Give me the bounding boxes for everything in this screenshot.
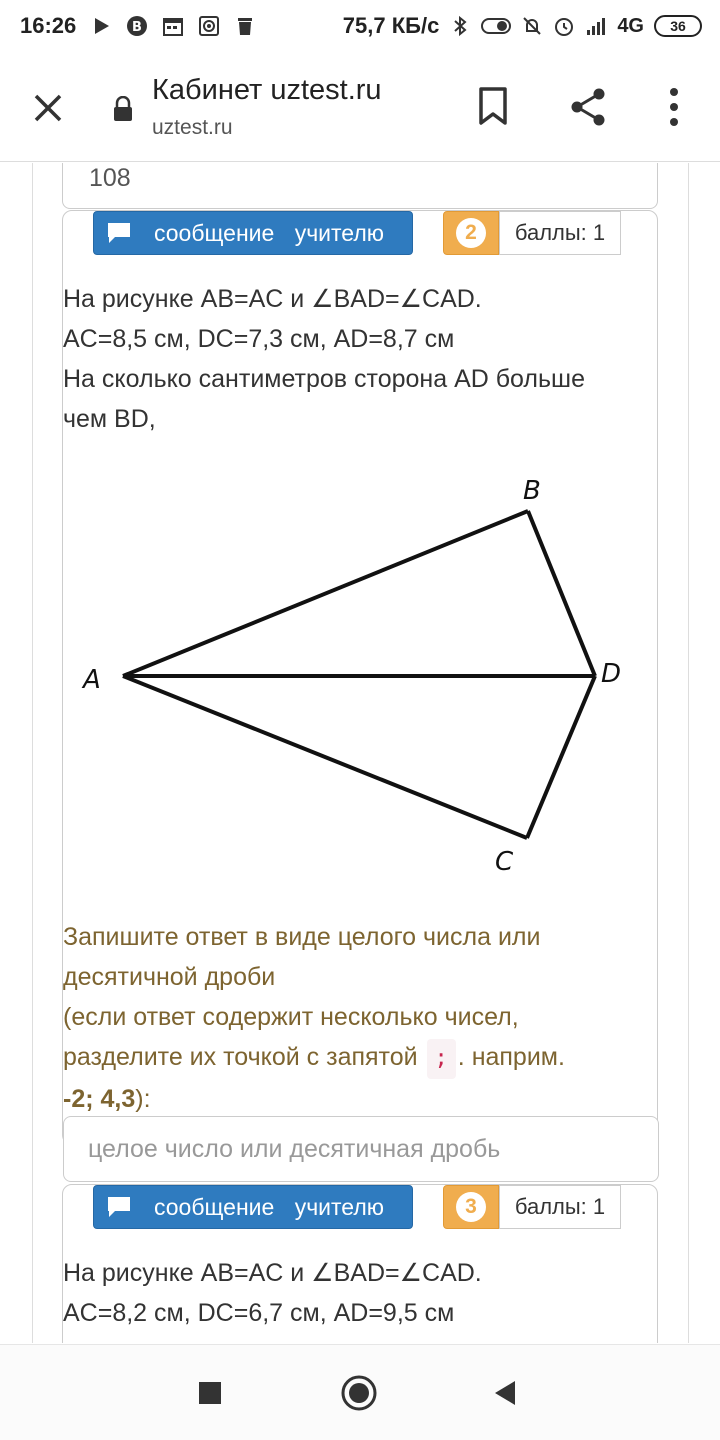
question-number-badge: [443, 211, 499, 255]
vertex-label-b: B: [523, 476, 541, 506]
question-text: [63, 279, 663, 439]
points-label: баллы: 1: [499, 211, 621, 255]
svg-text:В: В: [132, 20, 143, 35]
message-teacher-button[interactable]: [93, 1185, 413, 1229]
vertex-label-d: D: [601, 659, 622, 689]
lock-icon: [112, 96, 134, 122]
calendar-icon: [162, 15, 184, 37]
instruction-line: (если ответ содержит несколько чисел,: [63, 1003, 519, 1031]
frame-border-right: [688, 163, 689, 1343]
page-title: Кабинет uztest.ru: [152, 74, 382, 106]
vk-icon: [126, 15, 148, 37]
frame-border-left: [32, 163, 33, 1343]
page-url[interactable]: uztest.ru: [152, 116, 233, 139]
chat-icon: [106, 221, 132, 245]
question-card: [62, 1184, 658, 1343]
system-navigation-bar: [0, 1344, 720, 1440]
instruction-example: -2; 4,3: [63, 1085, 136, 1113]
previous-answer-input[interactable]: [62, 163, 658, 209]
mute-bell-icon: [521, 15, 543, 37]
status-speed: 75,7 КБ/с: [342, 13, 440, 38]
instruction-line: десятичной дроби: [63, 963, 276, 991]
question-number: 2: [456, 218, 486, 248]
segment-bd: [528, 511, 595, 676]
status-time: 16:26: [20, 13, 77, 38]
instruction-text: . наприм.: [457, 1043, 565, 1071]
instruction-line: [63, 1037, 659, 1079]
geometry-figure: [73, 466, 633, 886]
play-icon: [90, 15, 112, 37]
previous-answer-value: 108: [89, 164, 131, 192]
answer-input[interactable]: [63, 1116, 659, 1182]
segment-ab: [123, 511, 528, 676]
question-line: На рисунке AB=AC и ∠BAD=∠CAD.: [63, 285, 482, 313]
trash-icon: [234, 15, 256, 37]
circle-icon[interactable]: [339, 1373, 379, 1413]
more-vert-icon[interactable]: [664, 86, 684, 128]
network-type: 4G: [617, 14, 644, 37]
toggle-icon: [481, 15, 511, 37]
question-line: AC=8,2 см, DC=6,7 см, AD=9,5 см: [63, 1299, 455, 1327]
chat-icon: [106, 1195, 132, 1219]
share-icon[interactable]: [568, 86, 608, 128]
vertex-label-c: C: [495, 847, 514, 877]
bookmark-icon[interactable]: [476, 86, 510, 126]
battery-level: 36: [654, 15, 702, 37]
segment-dc: [527, 676, 595, 838]
question-line: чем BD,: [63, 405, 156, 433]
separator-code: ;: [427, 1039, 456, 1079]
instruction-text: разделите их точкой с запятой: [63, 1043, 418, 1071]
instruction-text: ):: [135, 1085, 151, 1113]
question-line: AC=8,5 см, DC=7,3 см, AD=8,7 см: [63, 325, 455, 353]
page-content: [0, 163, 720, 1343]
question-text: [63, 1253, 663, 1333]
bluetooth-icon: [449, 15, 471, 37]
question-line: На сколько сантиметров сторона AD больше: [63, 365, 585, 393]
status-bar: [0, 0, 720, 52]
segment-ac: [123, 676, 527, 838]
question-number-badge: [443, 1185, 499, 1229]
question-card: [62, 210, 658, 1145]
message-teacher-button[interactable]: [93, 211, 413, 255]
instruction-line: Запишите ответ в виде целого числа или: [63, 923, 541, 951]
question-line: На рисунке AB=AC и ∠BAD=∠CAD.: [63, 1259, 482, 1287]
alarm-icon: [553, 15, 575, 37]
message-teacher-label: сообщение учителю: [154, 1193, 385, 1220]
signal-icon: [585, 15, 607, 37]
triangle-back-icon[interactable]: [486, 1373, 526, 1413]
vertex-label-a: A: [83, 665, 101, 695]
camera-icon: [198, 15, 220, 37]
points-label: баллы: 1: [499, 1185, 621, 1229]
answer-instruction: [63, 917, 659, 1119]
question-number: 3: [456, 1192, 486, 1222]
instruction-line: [63, 1079, 659, 1119]
square-icon[interactable]: [190, 1373, 230, 1413]
message-teacher-label: сообщение учителю: [154, 219, 385, 246]
close-icon[interactable]: [28, 88, 68, 128]
browser-toolbar: [0, 52, 720, 162]
